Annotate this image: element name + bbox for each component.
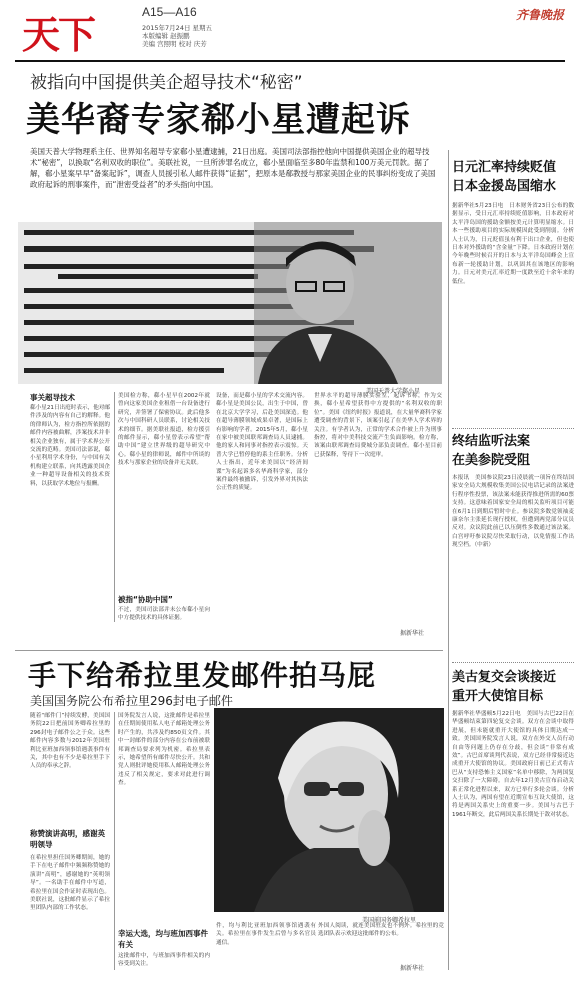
story2-title-rule <box>15 650 443 651</box>
sidebar2-title <box>452 432 572 470</box>
sidebar1-body: 据新华社5月23日电 日本财务省23日公布的数据显示，受日元汇率持续贬值影响，日本政府对太平洋岛国的援助金额按美元计算明显缩水。日本一些援助项目的实际规模因此受到削弱。分析人士认为，日元贬值虽有利于出口企业，但也使日本对外援助的“含金量”下降。日本政府计划在今年晚些时候召开的日本与太平洋岛国峰会上宣布新一轮援助计划，以巩固其在该地区的影响力。日元对美元汇率近期一度跌至近十余年来的低位。 <box>452 203 574 285</box>
sidebar-separator <box>452 428 574 429</box>
sidebar3-dateline: 据新华社华盛顿5月22日电 <box>452 711 521 717</box>
story2-photo <box>214 708 444 912</box>
story2-subhead-2: 幸运大选，均与班加西事件有关 <box>118 929 208 949</box>
story1-lead: 美国天普大学物理系主任、世界知名超导专家郗小星遭逮捕，21日出庭。美国司法部指控他向中国提供美国企业的超导技术“秘密”，以换取“名利双收的职位”。美联社说，一旦所涉罪名成立，郗小星面临至多80年监禁和100万美元罚款。据了解，郗小星案早早“备案起诉”，调查人员援引私人邮件获得“证据”，把原本是郗教授与那家美国企业的民事纠纷变成了美国政府起诉的刑事案件，而“泄密受益者”的矛头指向中国。 <box>30 147 436 189</box>
story2-column-2b: 这批邮件中，与班加西事件相关的内容受到关注。 <box>118 953 210 968</box>
story1-subhead-2: 被指“协助中国” <box>118 595 173 604</box>
sidebar2-credit: （中新） <box>474 542 494 549</box>
sidebar-divider <box>448 150 449 970</box>
editor-line: 美编 宫照明 校对 庆芳 <box>142 40 207 48</box>
story1-headline: 美华裔专家郗小星遭起诉 <box>26 100 411 140</box>
sidebar1-title <box>452 158 572 196</box>
editor-line: 本版编辑 赵振鹏 <box>142 32 190 40</box>
editor-line: 2015年7月24日 星期五 <box>142 24 213 32</box>
story1-column-2b: 不过，美国司法部并未公布郗小星向中方提供技术的具体证据。 <box>118 607 210 622</box>
editor-info <box>142 24 212 48</box>
section-code: A15—A16 <box>142 5 197 19</box>
masthead-rule <box>15 60 565 62</box>
section-logo: 天下 <box>22 12 95 57</box>
story2-column-1: 随着“邮件门”持续发酵，美国国务院22日把前国务卿希拉里的296封电子邮件公之于众。这些邮件内容多数与2012年美国驻利比亚班加西领事馆遇袭事件有关，其中也有不少是希拉里手下人员的奉承之辞。 <box>30 713 110 770</box>
sidebar3-body: 据新华社华盛顿5月22日电 美国与古巴22日在华盛顿结束第四轮复交会谈。双方在会谈中取得进展，但未能就重开大使馆的具体日期达成一致。美国国务院发言人说，双方在外交人员行动自由等问题上仍存在分歧，但会谈“非常有成效”。古巴首席谈判代表说，双方已经非常接近达成重开大使馆的协议。美国政府日前已正式将古巴从“支持恐怖主义国家”名单中移除，为两国复交扫除了一大障碍。自去年12月美古宣布启动关系正常化进程以来，双方已举行多轮会谈。分析人士认为，两国有望在近期宣布互设大使馆，这将是两国关系史上的重要一步。美国与古巴于1961年断交，此后两国关系长期处于敌对状态。 <box>452 711 574 818</box>
sidebar2-body: 本报讯 美国参议院23日凌晨就一项旨在终结国家安全局大规模收集美国公民电话记录的法案进行程序性投票，该法案未能获得推进所需的60票支持。这意味着国家安全局的相关监听项目可能在6月1日到期后暂时中止。参议院多数党领袖麦康奈尔主张延长现行授权，但遭到两党部分议员反对。众议院此前已以压倒性多数通过该法案。白宫呼吁参议院尽快采取行动，以免情报工作出现空档。（中新） <box>452 475 574 549</box>
sidebar3-title-line: 美古复交会谈接近 <box>452 670 557 685</box>
story2-column-4: 外国人阅读，就连美国驻友也不例外。希拉里的竞选团队表示欢迎这批邮件的公布。 <box>318 923 444 938</box>
sidebar2-title-line: 终结监听法案 <box>452 434 531 449</box>
story2-column-2: 国务院发言人说，这批邮件是希拉里在任期间使用私人电子邮箱处理公务时产生的，共涉及约850页文件。其中一封邮件的部分内容在公布前被联邦调查局要求列为机密。希拉里表示，她希望所有邮件尽快公开。共和党人则批评她使用私人邮箱处理公务违反了相关规定，要求对此进行调查。 <box>118 713 210 787</box>
portrait-image <box>214 708 444 912</box>
sidebar2-dateline: 本报讯 <box>452 475 470 481</box>
story2-photo-caption: 美国前国务卿希拉里 <box>362 917 417 924</box>
story2-headline: 手下给希拉里发邮件拍马屁 <box>28 659 377 692</box>
story1-column-3: 设备，而是郗小星的学术交流内容。郗小星是美国公民，出生于中国，曾在北京大学学习，后赴美国深造。他在超导薄膜领域成果卓著，是国际上有影响的学者。2015年5月，郗小星在家中被美国联邦调查局人员逮捕。他的家人和同事对指控表示震惊。天普大学已暂停他的系主任职务。分析人士指出，近年来美国以“经济间谍”为名起诉多名华裔科学家，部分案件最终被撤诉，引发外界对其执法公正性的质疑。 <box>216 393 308 492</box>
story1-photo-caption: 美国天普大学郗小星 <box>366 388 421 395</box>
sidebar3-title-line: 重开大使馆目标 <box>452 689 544 704</box>
story1-column-4: 世界水平的超导薄膜实验室，起诉书称，作为交换，郗小星希望获得中方提供的“名利双收的职位”。美国《纽约时报》报道说，在大量华裔科学家遭受调查的背景下，该案引起了在美华人学术界的关注。有学者认为，正常的学术合作被上升为刑事指控，将对中美科技交流产生负面影响。检方称，该案由联邦调查局费城分部负责调查。郗小星目前已获保释，等待下一次庭审。 <box>314 393 442 458</box>
sidebar1-title-line: 日元汇率持续贬值 <box>452 160 557 175</box>
document-portrait-image <box>18 222 442 384</box>
story2-sign: 据新华社 <box>400 965 425 972</box>
sidebar-separator <box>452 662 574 663</box>
story2-subtitle: 美国国务院公布希拉里296封电子邮件 <box>30 694 233 708</box>
story2-column-1b: 在希拉里担任国务卿期间，她的手下在电子邮件中频频称赞她的演讲“高明”，感谢她的“英明领导”。一名助手在邮件中写道，希拉里在国会作证时表现出色。美联社说，这批邮件显示了希拉里团队内部的工作状态。 <box>30 855 110 912</box>
story1-sign: 据新华社 <box>400 630 425 637</box>
sidebar1-title-line: 日本金援岛国缩水 <box>452 179 557 194</box>
story1-photo <box>18 222 442 384</box>
sidebar2-title-line: 在美参院受阻 <box>452 453 531 468</box>
story1-column-2: 美国检方称，郗小星早在2002年就曾向这家美国企业租借一台设备进行研究，并签署了保密协议。此后他多次与中国科研人员联系，讨论相关技术的细节。据美联社报道，检方援引的邮件显示，郗小星曾表示希望“帮助中国”建立世界级的超导研究中心。郗小星的律师说，邮件中所谈的技术与那家企业的设备并无关联。 <box>118 393 210 467</box>
sidebar3-title <box>452 668 572 706</box>
story2-subhead-1: 称赞演讲高明，感谢英明领导 <box>30 829 105 849</box>
column-divider <box>114 392 115 622</box>
story2-column-3: 件，均与利比亚班加西领事馆遇袭有关。希拉里在事件发生后曾与多名官员通信。 <box>216 923 316 946</box>
story1-column-1: 郗小星21日出庭时表示，他对邮件涉及的内容有自己的解释。他的律师认为，检方指控所依据的邮件内容被曲解，涉案技术并非相关企业独有，属于学术界公开交流的范畴。美国司法部说，郗小星利用学术身份，与中国有关机构建立联系，向其透露美国企业一种超导设备相关的技术资料，以获取学术地位与报酬。 <box>30 405 110 487</box>
paper-name: 齐鲁晚报 <box>515 8 564 22</box>
column-divider <box>114 712 115 970</box>
sidebar1-dateline: 据新华社5月23日电 <box>452 203 504 209</box>
story1-kicker: 被指向中国提供美企超导技术“秘密” <box>30 73 303 93</box>
story1-subhead-1: 事关超导技术 <box>30 393 75 402</box>
